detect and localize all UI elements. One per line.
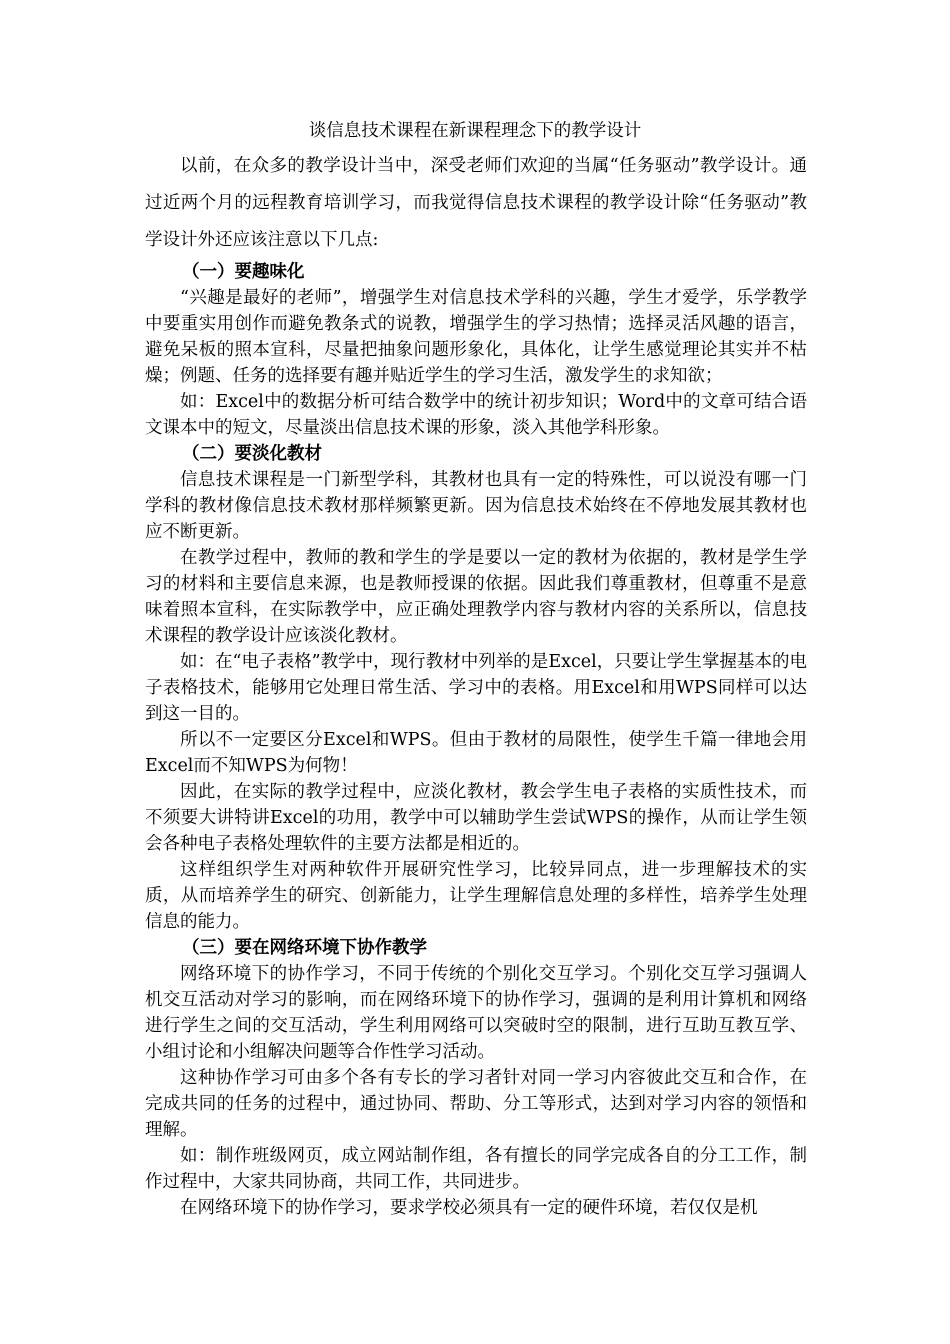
document-body: [145, 148, 807, 1221]
section-heading: （一）要趣味化: [182, 262, 305, 282]
body-paragraph: 如：Excel中的数据分析可结合数学中的统计初步知识；Word中的文章可结合语文课本中的短文，尽量淡出信息技术课的形象，淡入其他学科形象。: [145, 392, 807, 438]
body-paragraph: 因此，在实际的教学过程中，应淡化教材，教会学生电子表格的实质性技术，而不须要大讲特讲Excel的功用，教学中可以辅助学生尝试WPS的操作，从而让学生领会各种电子表格处理软件的主要方法都是相近的。: [145, 782, 807, 854]
body-paragraph: 网络环境下的协作学习，不同于传统的个别化交互学习。个别化交互学习强调人机交互活动对学习的影响，而在网络环境下的协作学习，强调的是利用计算机和网络进行学生之间的交互活动，学生利用网络可以突破时空的限制，进行互助互教互学、小组讨论和小组解决问题等合作性学习活动。: [145, 964, 807, 1062]
document-title: 谈信息技术课程在新课程理念下的教学设计: [308, 121, 642, 141]
intro-paragraph: 以前，在众多的教学设计当中，深受老师们欢迎的当属“任务驱动”教学设计。通过近两个月的远程教育培训学习，而我觉得信息技术课程的教学设计除“任务驱动”教学设计外还应该注意以下几点:: [145, 156, 807, 250]
body-paragraph: 信息技术课程是一门新型学科，其教材也具有一定的特殊性，可以说没有哪一门学科的教材像信息技术教材那样频繁更新。因为信息技术始终在不停地发展其教材也应不断更新。: [145, 470, 807, 542]
body-paragraph: 在网络环境下的协作学习，要求学校必须具有一定的硬件环境，若仅仅是机: [180, 1198, 758, 1218]
body-paragraph: 这样组织学生对两种软件开展研究性学习，比较异同点，进一步理解技术的实质，从而培养学生的研究、创新能力，让学生理解信息处理的多样性，培养学生处理信息的能力。: [145, 860, 807, 932]
body-paragraph: 在教学过程中，教师的教和学生的学是要以一定的教材为依据的，教材是学生学习的材料和主要信息来源，也是教师授课的依据。因此我们尊重教材，但尊重不是意味着照本宣科，在实际教学中，应正确处理教学内容与教材内容的关系所以，信息技术课程的教学设计应该淡化教材。: [145, 548, 807, 646]
body-paragraph: 如：在“电子表格”教学中，现行教材中列举的是Excel，只要让学生掌握基本的电子表格技术，能够用它处理日常生活、学习中的表格。用Excel和用WPS同样可以达到这一目的。: [145, 652, 807, 724]
body-paragraph: “兴趣是最好的老师”，增强学生对信息技术学科的兴趣，学生才爱学，乐学教学中要重实用创作而避免教条式的说教，增强学生的学习热情；选择灵活风趣的语言，避免呆板的照本宣科，尽量把抽象问题形象化，具体化，让学生感觉理论其实并不枯燥；例题、任务的选择要有趣并贴近学生的学习生活，激发学生的求知欲；: [145, 288, 807, 386]
section-heading: （二）要淡化教材: [182, 444, 322, 464]
body-paragraph: 这种协作学习可由多个各有专长的学习者针对同一学习内容彼此交互和合作，在完成共同的任务的过程中，通过协同、帮助、分工等形式，达到对学习内容的领悟和理解。: [145, 1068, 807, 1140]
body-paragraph: 所以不一定要区分Excel和WPS。但由于教材的局限性，使学生千篇一律地会用Excel而不知WPS为何物！: [145, 730, 807, 776]
body-paragraph: 如：制作班级网页，成立网站制作组，各有擅长的同学完成各自的分工工作，制作过程中，大家共同协商，共同工作，共同进步。: [145, 1146, 807, 1192]
section-heading: （三）要在网络环境下协作教学: [182, 938, 427, 958]
